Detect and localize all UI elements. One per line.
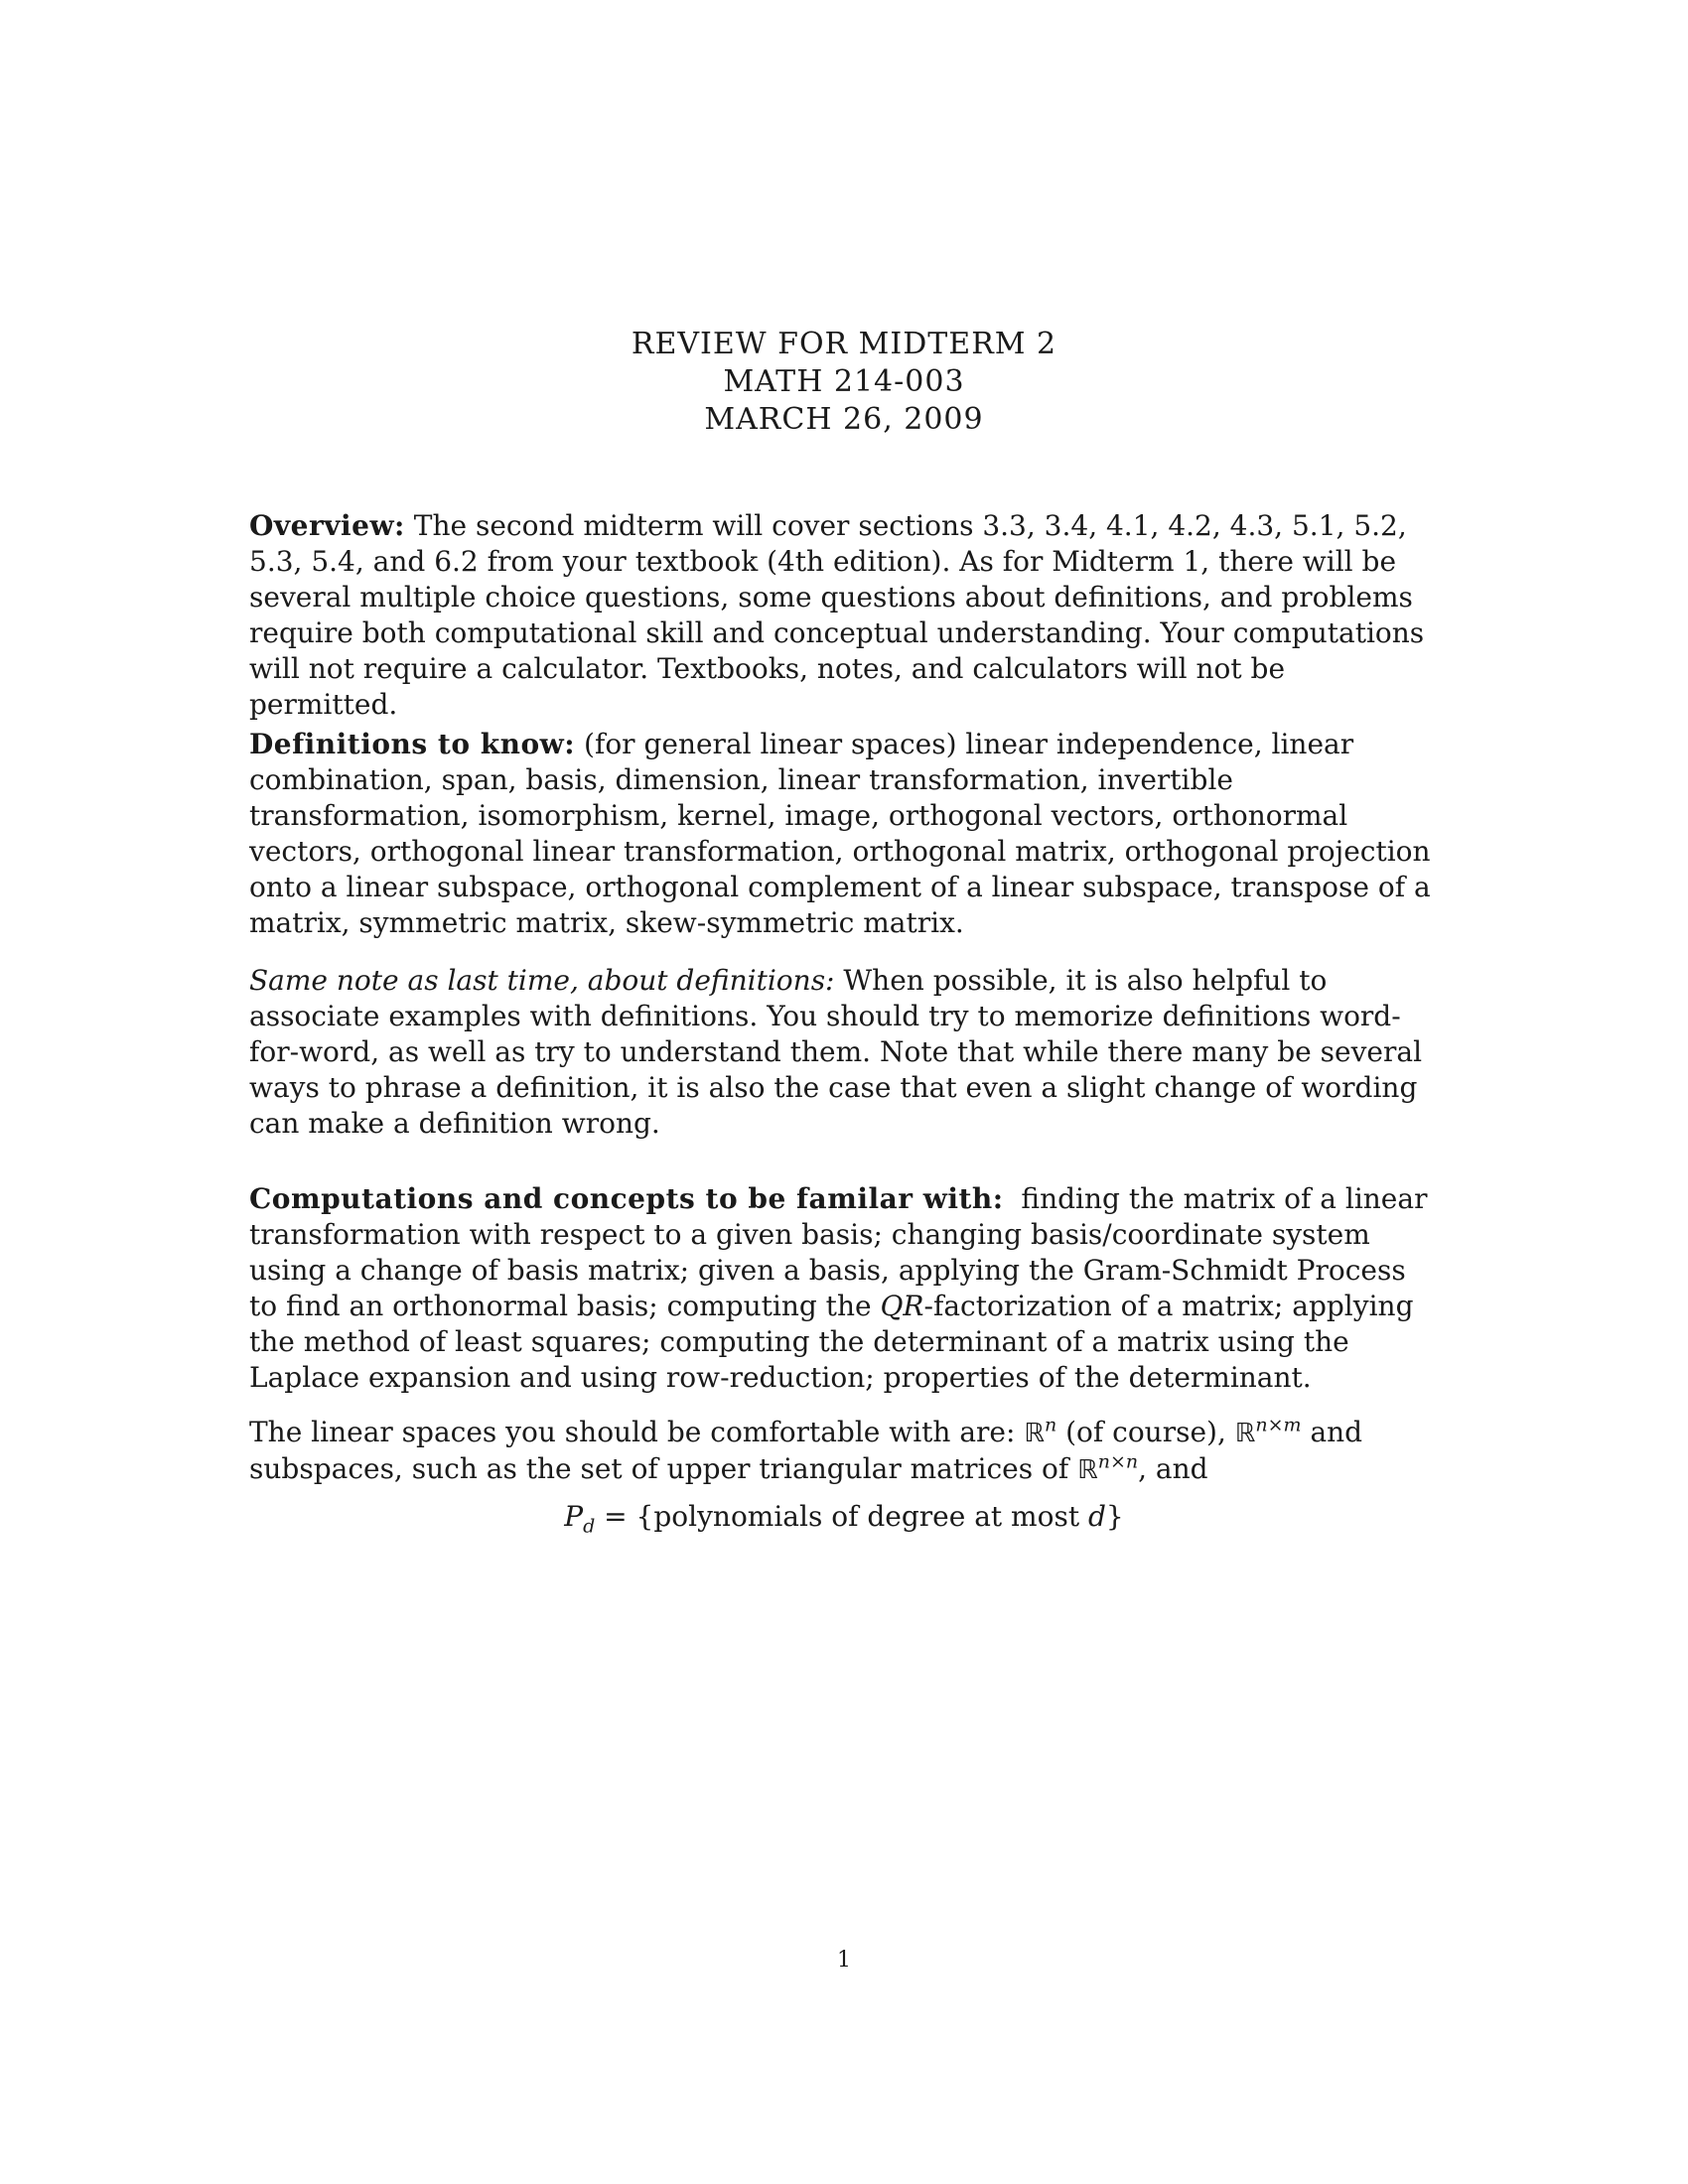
same-note-lead: Same note as last time, about definitions: [249, 964, 835, 997]
subspaces-text: and subspaces, such as the set of upper triangular matrices of [249, 1416, 1363, 1485]
formula-equation: = {polynomials of degree at most [595, 1500, 1088, 1533]
formula-lhs: P [564, 1500, 584, 1533]
formula-subscript: d [583, 1515, 596, 1538]
of-course-text: (of course), [1065, 1416, 1226, 1448]
and-text: , and [1138, 1452, 1208, 1485]
same-note-text: When possible, it is also helpful to associate examples with definitions. You should try to memorize definitions word-for-word, as well as try to understand them. Note that while there many be several ways to phrase a definition, it is also the case that even a slight change of wording can make a definition wrong. [249, 964, 1423, 1140]
qr-symbol: QR [880, 1290, 924, 1322]
linear-spaces-section [249, 1415, 1441, 1488]
formula-close: } [1105, 1500, 1124, 1533]
computations-text-1: finding the matrix of a linear transformation with respect to a given basis; changing basis/coordinate system using a change of basis matrix; given a basis, applying the Gram-Schmidt Process to find an orthonormal basis; computing the [249, 1182, 1428, 1322]
title-line-1: REVIEW FOR MIDTERM 2 [631, 327, 1057, 361]
computations-heading: Computations and concepts to be familar with: [249, 1182, 1004, 1215]
overview-heading: Overview: [249, 509, 405, 542]
exponent-n: n [1044, 1414, 1057, 1436]
exponent-nxn: n×n [1097, 1450, 1139, 1473]
formula-variable: d [1087, 1500, 1106, 1533]
real-numbers-symbol: ℝ [1234, 1419, 1256, 1448]
page-number: 1 [837, 1948, 851, 1973]
same-note-section [249, 963, 1441, 1142]
overview-section [249, 508, 1441, 723]
exponent-nxm: n×m [1255, 1414, 1302, 1436]
title-line-2: MATH 214-003 [723, 364, 965, 399]
title-line-3: MARCH 26, 2009 [704, 402, 984, 437]
title-block [0, 326, 1688, 439]
real-numbers-symbol: ℝ [1077, 1455, 1098, 1485]
computations-section [249, 1181, 1441, 1396]
real-numbers-symbol: ℝ [1024, 1419, 1045, 1448]
definitions-section [249, 727, 1441, 941]
computations-text-2: -factorization of a matrix; applying the method of least squares; computing the determinant of a matrix using the Laplace expansion and using row-reduction; properties of the determinant. [249, 1290, 1414, 1394]
polynomial-formula [0, 1499, 1688, 1545]
linear-spaces-intro: The linear spaces you should be comfortable with are: [249, 1416, 1016, 1448]
overview-text: The second midterm will cover sections 3.3, 3.4, 4.1, 4.2, 4.3, 5.1, 5.2, 5.3, 5.4, and 6.2 from your textbook (4th edition). As for Midterm 1, there will be several multiple choice questions, some questions about definitions, and problems require both computational skill and conceptual understanding. Your computations will not require a calculator. Textbooks, notes, and calculators will not be permitted. [249, 509, 1425, 721]
definitions-text: (for general linear spaces) linear independence, linear combination, span, basis, dimension, linear transformation, invertible transformation, isomorphism, kernel, image, orthogonal vectors, orthonormal vectors, orthogonal linear transformation, orthogonal matrix, orthogonal projection onto a linear subspace, orthogonal complement of a linear subspace, transpose of a matrix, symmetric matrix, skew-symmetric matrix. [249, 728, 1431, 939]
definitions-heading: Definitions to know: [249, 728, 576, 760]
